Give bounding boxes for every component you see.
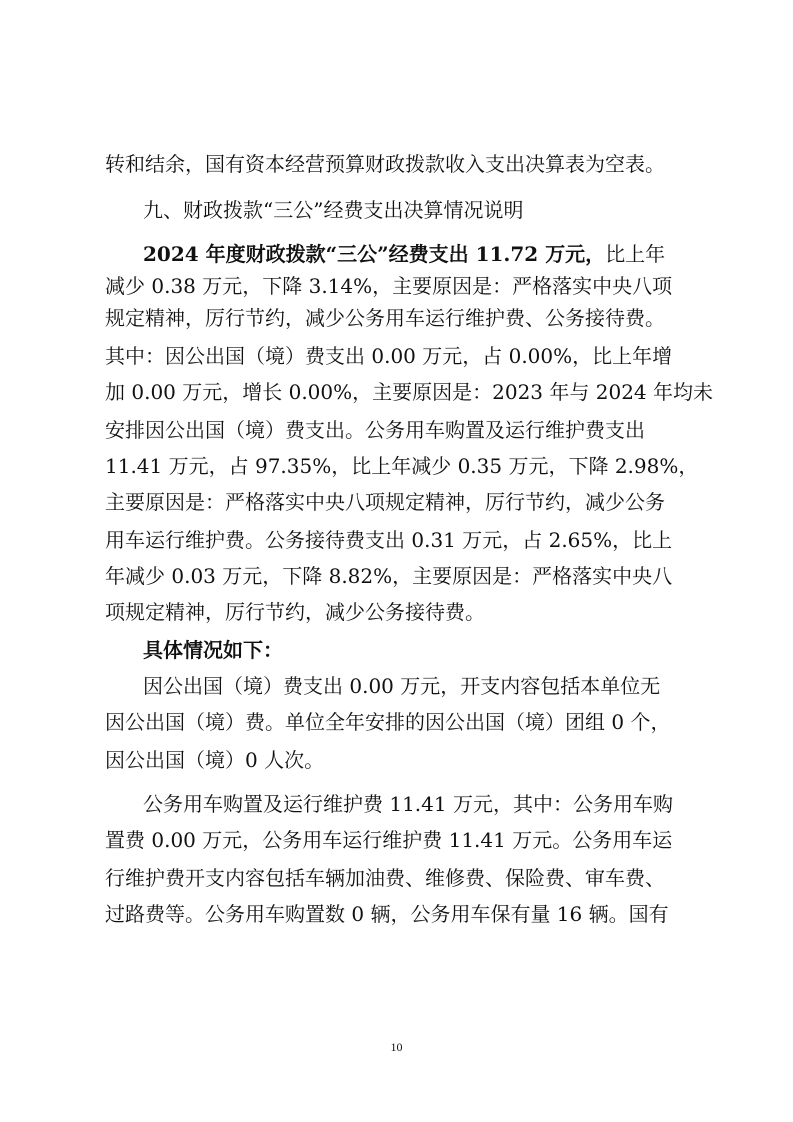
paragraph-line: 主要原因是：严格落实中央八项规定精神，厉行节约，减少公务 bbox=[105, 490, 665, 514]
section-heading: 九、财政拨款“三公”经费支出决算情况说明 bbox=[143, 198, 524, 222]
paragraph-line: 11.41 万元，占 97.35%，比上年减少 0.35 万元，下降 2.98%， bbox=[105, 454, 699, 478]
bold-lead-text: 2024 年度财政拨款“三公”经费支出 11.72 万元， bbox=[143, 242, 606, 266]
paragraph-line: 用车运行维护费。公务接待费支出 0.31 万元，占 2.65%，比上 bbox=[105, 528, 673, 552]
paragraph-line-tail: 比上年 bbox=[605, 242, 666, 266]
paragraph-line: 因公出国（境）0 人次。 bbox=[105, 748, 325, 772]
paragraph-line: 加 0.00 万元，增长 0.00%，主要原因是：2023 年与 2024 年均未 bbox=[105, 380, 714, 404]
subheading: 具体情况如下： bbox=[143, 638, 283, 662]
paragraph-line: 因公出国（境）费。单位全年安排的因公出国（境）团组 0 个， bbox=[105, 710, 671, 734]
paragraph-line: 其中：因公出国（境）费支出 0.00 万元，占 0.00%，比上年增 bbox=[105, 344, 673, 368]
paragraph-line: 置费 0.00 万元，公务用车运行维护费 11.41 万元。公务用车运 bbox=[105, 828, 673, 852]
paragraph-line: 项规定精神，厉行节约，减少公务接待费。 bbox=[105, 600, 485, 624]
paragraph-line: 行维护费开支内容包括车辆加油费、维修费、保险费、审车费、 bbox=[105, 866, 665, 890]
paragraph-line: 年减少 0.03 万元，下降 8.82%，主要原因是：严格落实中央八 bbox=[105, 564, 673, 588]
paragraph-line: 转和结余，国有资本经营预算财政拨款收入支出决算表为空表。 bbox=[105, 152, 665, 176]
paragraph-line: 减少 0.38 万元，下降 3.14%，主要原因是：严格落实中央八项 bbox=[105, 274, 673, 298]
paragraph-line: 过路费等。公务用车购置数 0 辆，公务用车保有量 16 辆。国有 bbox=[105, 902, 669, 926]
paragraph-line: 安排因公出国（境）费支出。公务用车购置及运行维护费支出 bbox=[105, 418, 645, 442]
paragraph-line: 因公出国（境）费支出 0.00 万元，开支内容包括本单位无 bbox=[143, 674, 661, 698]
paragraph-line bbox=[143, 241, 665, 267]
page-number: 10 bbox=[390, 1040, 403, 1054]
paragraph-line: 规定精神，厉行节约，减少公务用车运行维护费、公务接待费。 bbox=[105, 306, 665, 330]
paragraph-line: 公务用车购置及运行维护费 11.41 万元，其中：公务用车购 bbox=[143, 792, 673, 816]
